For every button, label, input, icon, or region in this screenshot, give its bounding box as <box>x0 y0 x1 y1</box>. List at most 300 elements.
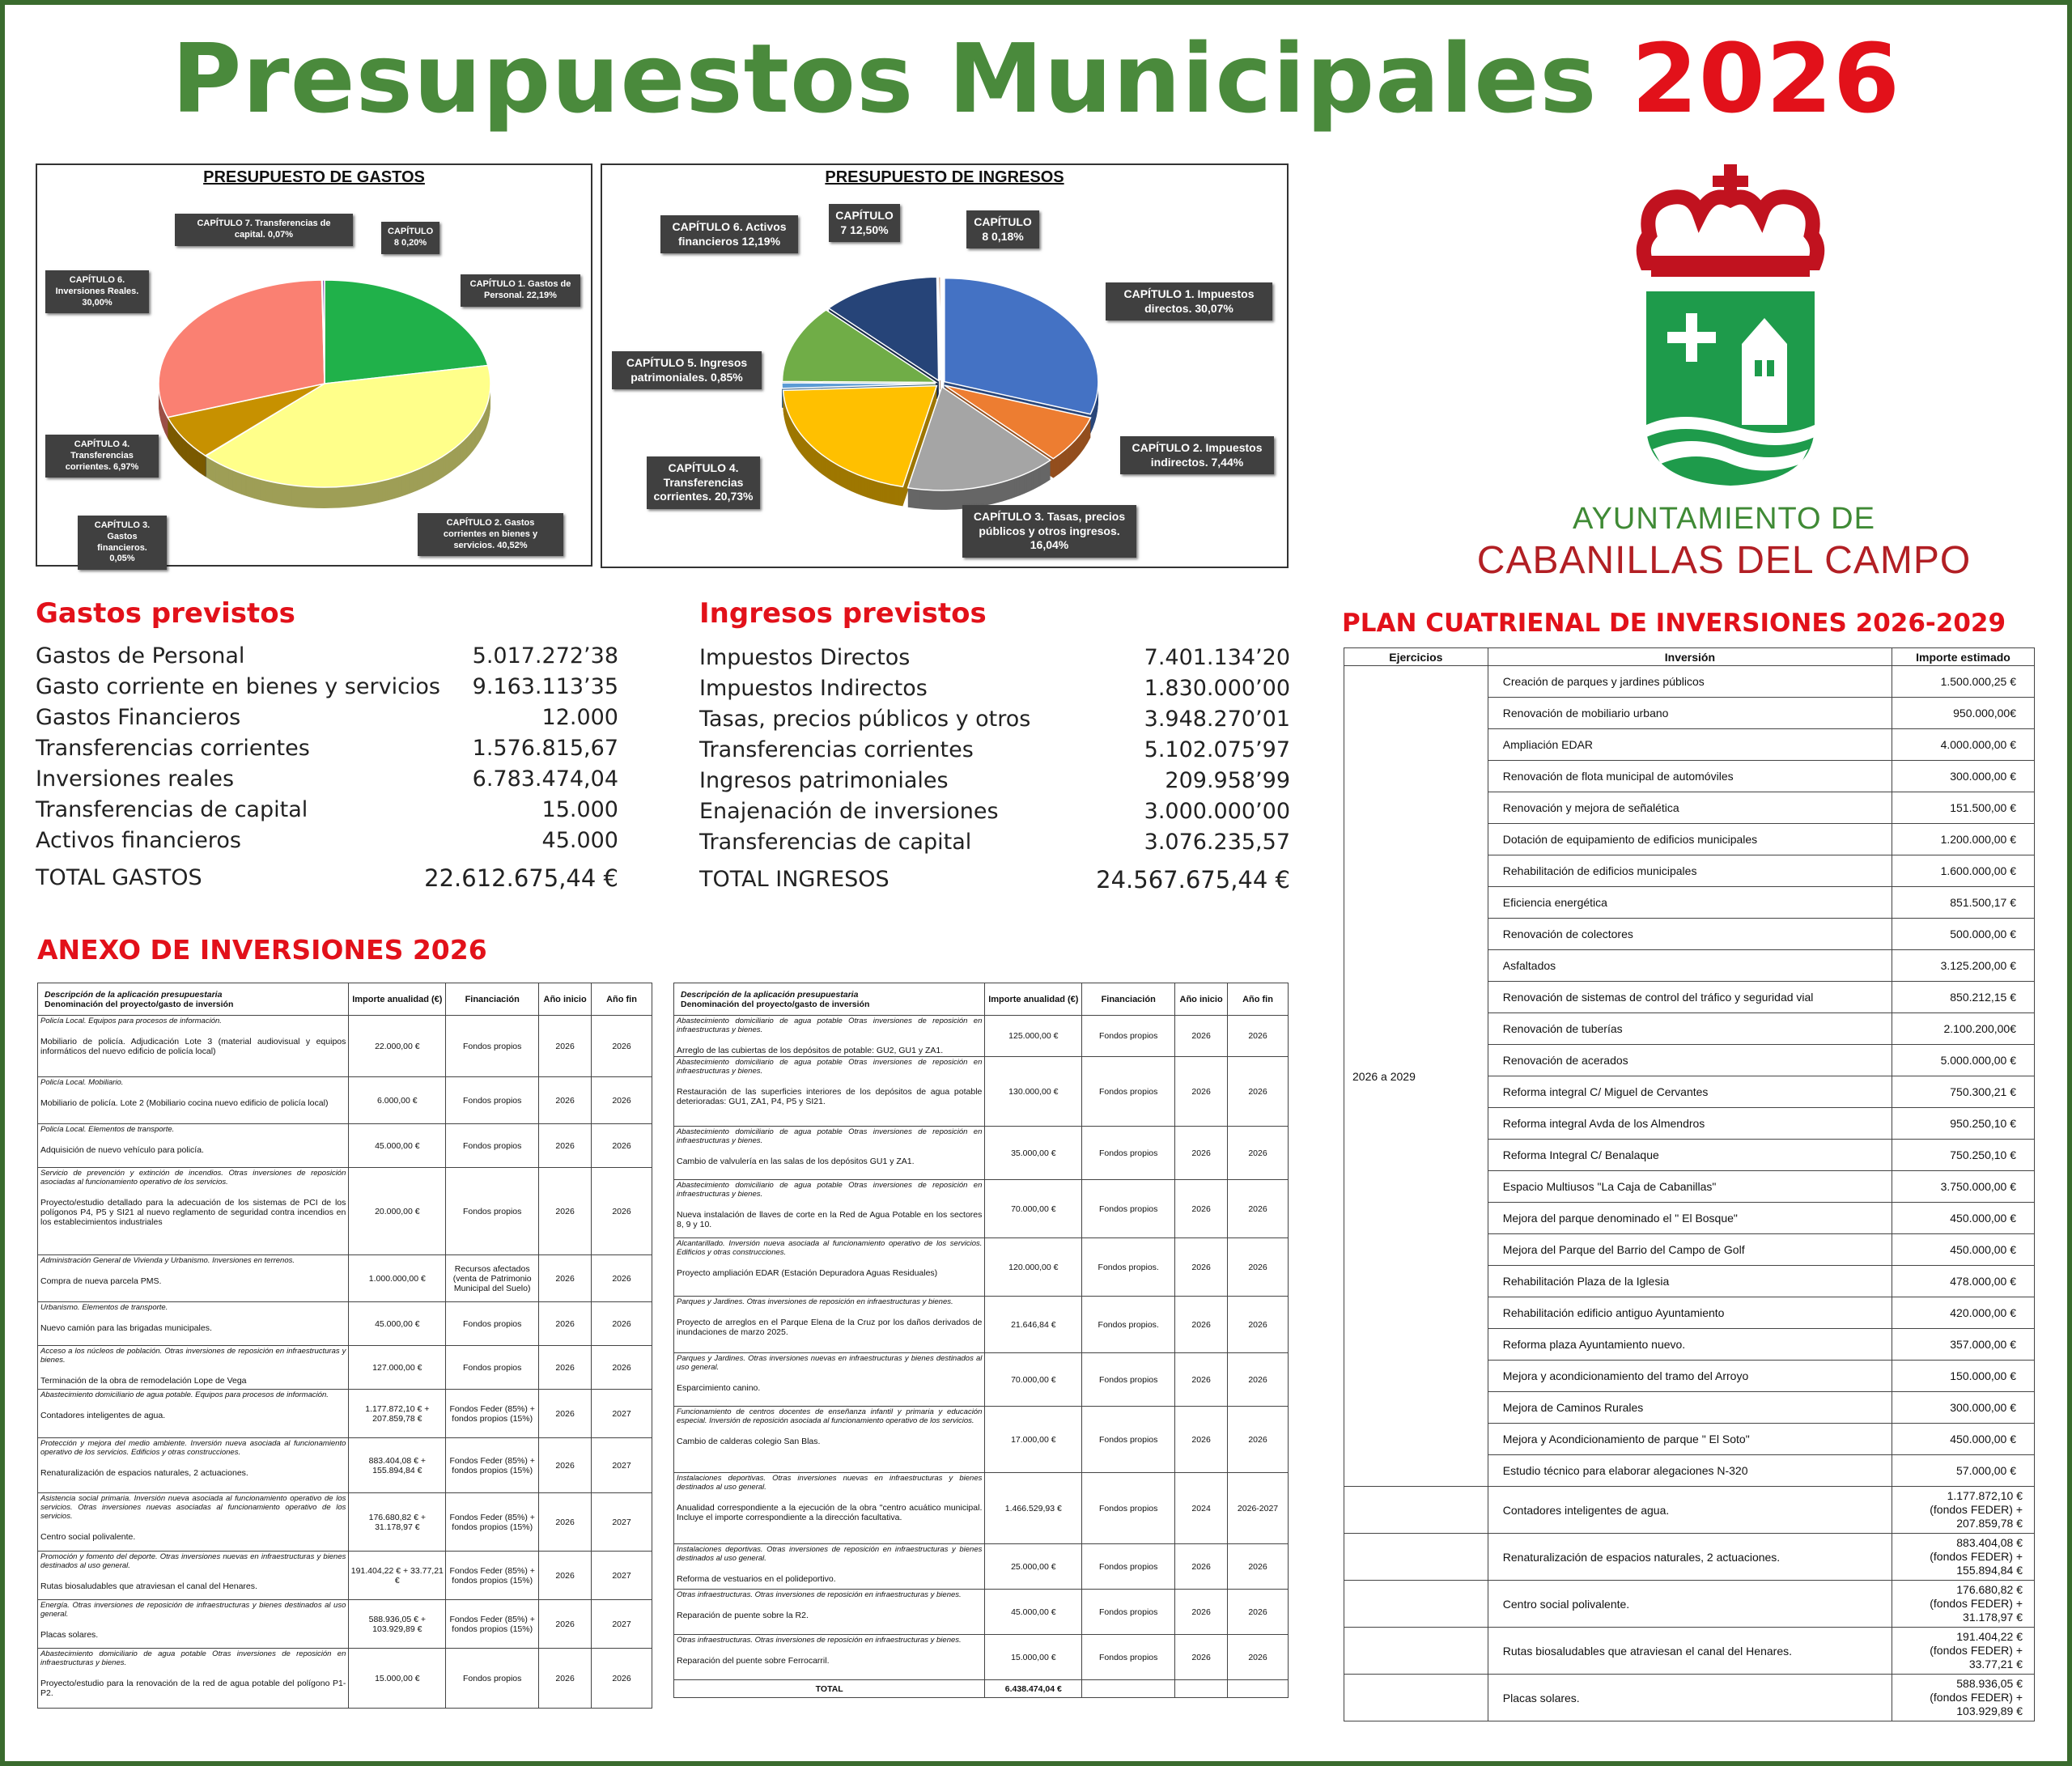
anexo-financiacion: Fondos propios <box>1082 1057 1175 1127</box>
anexo-financiacion: Fondos propios <box>446 1016 539 1077</box>
anexo-desc <box>38 1493 349 1552</box>
plan-investment: Ampliación EDAR <box>1488 729 1892 761</box>
anexo-inicio: 2026 <box>539 1600 592 1649</box>
ingresos-row <box>699 643 1290 673</box>
anexo-fin: 2026 <box>1228 1407 1289 1473</box>
ingresos-row-label: Impuestos Indirectos <box>699 676 928 701</box>
feder-amount: 588.936,05 € <box>1956 1677 2023 1690</box>
anexo-desc <box>38 1302 349 1346</box>
ingresos-label-cap6: CAPÍTULO 6. Activos financieros 12,19% <box>660 215 798 253</box>
plan-amount: 500.000,00 € <box>1892 919 2035 950</box>
anexo-project: Cambio de calderas colegio San Blas. <box>677 1437 821 1446</box>
plan-investment: Renovación de colectores <box>1488 919 1892 950</box>
plan-amount: 57.000,00 € <box>1892 1455 2035 1487</box>
ingresos-total-label: TOTAL INGRESOS <box>699 867 890 892</box>
anexo-desc <box>674 1473 985 1544</box>
anexo-financiacion: Fondos propios <box>1082 1544 1175 1590</box>
ingresos-row-label: Tasas, precios públicos y otros <box>699 707 1031 732</box>
anexo-inicio: 2026 <box>539 1390 592 1438</box>
ingresos-label-cap4: CAPÍTULO 4. Transferencias corrientes. 20,73% <box>647 456 760 509</box>
anexo-fin: 2026 <box>1228 1635 1289 1680</box>
gastos-row <box>36 826 618 856</box>
anexo-fin: 2027 <box>592 1438 652 1493</box>
plan-investment: Estudio técnico para elaborar alegaciones N-320 <box>1488 1455 1892 1487</box>
ingresos-row-label: Impuestos Directos <box>699 645 911 670</box>
feder-amount: 191.404,22 € <box>1956 1630 2023 1643</box>
anexo-inicio: 2026 <box>539 1016 592 1077</box>
plan-feder-row <box>1344 1534 2035 1581</box>
plan-amount: 151.500,00 € <box>1892 792 2035 824</box>
ingresos-row-value: 3.000.000’00 <box>1144 799 1290 824</box>
anexo-row <box>674 1635 1289 1680</box>
anexo-row <box>674 1016 1289 1057</box>
plan-investment: Dotación de equipamiento de edificios municipales <box>1488 824 1892 855</box>
ingresos-label-cap5: CAPÍTULO 5. Ingresos patrimoniales. 0,85% <box>612 351 762 389</box>
anexo-project: Mobiliario de policía. Lote 2 (Mobiliario cocina nuevo edificio de policía local) <box>40 1098 329 1108</box>
plan-feder-row <box>1344 1487 2035 1534</box>
plan-amount: 300.000,00 € <box>1892 1392 2035 1424</box>
plan-investment: Reforma integral Avda de los Almendros <box>1488 1108 1892 1140</box>
anexo-app: Promoción y fomento del deporte. Otras inversiones nuevas en infraestructuras y bienes destinados al uso general. <box>40 1552 346 1570</box>
anexo-fin: 2026 <box>1228 1238 1289 1297</box>
plan-investment: Renovación y mejora de señalética <box>1488 792 1892 824</box>
anexo-row <box>38 1302 652 1346</box>
plan-investment: Renovación de acerados <box>1488 1045 1892 1076</box>
pie-slice <box>939 277 940 380</box>
anexo-app: Funcionamiento de centros docentes de enseñanza infantil y primaria y educación especial. Inversión de reposición asociada al funcionamiento operativo de los servicios. <box>677 1407 983 1425</box>
anexo-financiacion: Fondos Feder (85%) + fondos propios (15%) <box>446 1552 539 1600</box>
anexo-inicio: 2026 <box>1175 1238 1228 1297</box>
anexo-header-financiacion: Financiación <box>446 983 539 1016</box>
gastos-row-value: 45.000 <box>541 828 618 853</box>
anexo-fin: 2026 <box>1228 1016 1289 1057</box>
anexo-table-left <box>37 983 652 1709</box>
gastos-row-label: Gastos de Personal <box>36 643 245 669</box>
anexo-project: Anualidad correspondiente a la ejecución de la obra "centro acuático municipal. Incluye el importe correspondiente a la dirección facultativa. <box>677 1503 983 1522</box>
gastos-row-label: Transferencias de capital <box>36 797 308 822</box>
anexo-desc <box>674 1016 985 1057</box>
anexo-row <box>38 1649 652 1709</box>
anexo-financiacion: Fondos propios <box>446 1077 539 1124</box>
anexo-app: Policía Local. Elementos de transporte. <box>40 1125 175 1134</box>
anexo-inicio: 2026 <box>539 1438 592 1493</box>
anexo-importe: 45.000,00 € <box>349 1302 446 1346</box>
feder-amount: 176.680,82 € <box>1956 1583 2023 1596</box>
anexo-empty-cell <box>1175 1680 1228 1698</box>
plan-amount: 750.300,21 € <box>1892 1076 2035 1108</box>
anexo-project: Arreglo de las cubiertas de los depósitos de potable: GU2, GU1 y ZA1. <box>677 1046 944 1055</box>
ingresos-total <box>699 864 1290 895</box>
anexo-row <box>674 1180 1289 1238</box>
ingresos-row-value: 209.958’99 <box>1165 768 1290 793</box>
anexo-financiacion: Fondos propios <box>1082 1180 1175 1238</box>
plan-investment: Rutas biosaludables que atraviesan el canal del Henares. <box>1488 1628 1892 1675</box>
anexo-row <box>38 1168 652 1255</box>
plan-amount <box>1892 1534 2035 1581</box>
anexo-fin: 2026 <box>1228 1127 1289 1180</box>
plan-investment: Contadores inteligentes de agua. <box>1488 1487 1892 1534</box>
anexo-inicio: 2026 <box>1175 1180 1228 1238</box>
plan-amount <box>1892 1675 2035 1721</box>
anexo-desc <box>674 1635 985 1680</box>
anexo-inicio: 2026 <box>539 1077 592 1124</box>
anexo-fin: 2026-2027 <box>1228 1473 1289 1544</box>
page-title <box>0 23 2072 134</box>
anexo-financiacion: Fondos propios <box>446 1124 539 1168</box>
feder-amount: 883.404,08 € <box>1956 1536 2023 1549</box>
plan-amount: 950.250,10 € <box>1892 1108 2035 1140</box>
gastos-row-label: Transferencias corrientes <box>36 736 310 761</box>
plan-row <box>1344 666 2035 698</box>
anexo-app: Abastecimiento domiciliario de agua potable Otras inversiones de reposición en infraestructuras y bienes. <box>677 1127 983 1145</box>
anexo-fin: 2026 <box>592 1255 652 1302</box>
anexo-importe: 120.000,00 € <box>985 1238 1082 1297</box>
gastos-row-label: Gasto corriente en bienes y servicios <box>36 674 441 699</box>
plan-amount: 450.000,00 € <box>1892 1234 2035 1266</box>
anexo-inicio: 2026 <box>1175 1635 1228 1680</box>
anexo-row <box>674 1238 1289 1297</box>
ingresos-row <box>699 704 1290 735</box>
anexo-inicio: 2026 <box>539 1124 592 1168</box>
anexo-financiacion: Fondos propios <box>446 1649 539 1709</box>
anexo-header-desc1: Descripción de la aplicación presupuestaria <box>45 989 223 1000</box>
anexo-inicio: 2026 <box>1175 1353 1228 1407</box>
anexo-app: Otras infraestructuras. Otras inversiones de reposición en infraestructuras y bienes. <box>677 1636 962 1645</box>
plan-investment: Rehabilitación de edificios municipales <box>1488 855 1892 887</box>
plan-amount: 450.000,00 € <box>1892 1203 2035 1234</box>
ingresos-row-value: 1.830.000’00 <box>1144 676 1290 701</box>
title-text: Presupuestos Municipales <box>171 23 1598 134</box>
gastos-row-value: 12.000 <box>541 705 618 730</box>
anexo-header-desc2: Denominación del proyecto/gasto de inversión <box>45 999 234 1009</box>
anexo-importe: 17.000,00 € <box>985 1407 1082 1473</box>
anexo-financiacion: Recursos afectados (venta de Patrimonio Municipal del Suelo) <box>446 1255 539 1302</box>
anexo-project: Proyecto/estudio detallado para la adecuación de los sistemas de PCI de los polígonos P4, P5 y SI21 al nuevo reglamento de seguridad contra incendios en los establecimientos industriales <box>40 1198 346 1227</box>
anexo-fin: 2026 <box>592 1124 652 1168</box>
anexo-header-fin: Año fin <box>1228 983 1289 1016</box>
anexo-inicio: 2026 <box>539 1255 592 1302</box>
anexo-fin: 2026 <box>1228 1353 1289 1407</box>
coat-of-arms-icon <box>1635 158 1829 490</box>
anexo-fin: 2026 <box>1228 1544 1289 1590</box>
anexo-importe: 125.000,00 € <box>985 1016 1082 1057</box>
anexo-desc <box>38 1168 349 1255</box>
anexo-project: Nueva instalación de llaves de corte en la Red de Agua Potable en los sectores 8, 9 y 10. <box>677 1210 983 1229</box>
anexo-fin: 2026 <box>592 1077 652 1124</box>
gastos-title: Gastos previstos <box>36 597 295 630</box>
gastos-label-cap3: CAPÍTULO 3. Gastos financieros. 0,05% <box>78 516 167 570</box>
anexo-project: Compra de nueva parcela PMS. <box>40 1276 162 1286</box>
anexo-desc <box>38 1552 349 1600</box>
anexo-importe: 15.000,00 € <box>985 1635 1082 1680</box>
anexo-header-inicio: Año inicio <box>539 983 592 1016</box>
anexo-inicio: 2026 <box>539 1649 592 1709</box>
anexo-project: Renaturalización de espacios naturales, 2 actuaciones. <box>40 1468 248 1478</box>
anexo-project: Reparación de puente sobre la R2. <box>677 1611 809 1620</box>
anexo-importe: 20.000,00 € <box>349 1168 446 1255</box>
anexo-importe: 22.000,00 € <box>349 1016 446 1077</box>
anexo-inicio: 2026 <box>539 1552 592 1600</box>
plan-header: Importe estimado <box>1892 648 2035 666</box>
ayuntamiento-line2: CABANILLAS DEL CAMPO <box>1476 539 1972 582</box>
plan-header: Inversión <box>1488 648 1892 666</box>
ingresos-row <box>699 735 1290 766</box>
plan-empty-cell <box>1344 1534 1488 1581</box>
plan-investment: Renovación de sistemas de control del tráfico y seguridad vial <box>1488 982 1892 1013</box>
anexo-fin: 2026 <box>1228 1057 1289 1127</box>
ingresos-row-label: Transferencias de capital <box>699 830 972 855</box>
plan-amount: 150.000,00 € <box>1892 1361 2035 1392</box>
anexo-project: Proyecto ampliación EDAR (Estación Depuradora Aguas Residuales) <box>677 1268 938 1278</box>
feder-note: (fondos FEDER) + <box>1930 1503 2023 1516</box>
plan-amount: 1.500.000,25 € <box>1892 666 2035 698</box>
ayuntamiento-line1: AYUNTAMIENTO DE <box>1573 502 1875 536</box>
plan-investment: Renovación de mobiliario urbano <box>1488 698 1892 729</box>
plan-investment: Renovación de flota municipal de automóviles <box>1488 761 1892 792</box>
anexo-project: Contadores inteligentes de agua. <box>40 1411 166 1420</box>
anexo-app: Abastecimiento domiciliario de agua potable Otras inversiones de reposición en infraestructuras y bienes. <box>40 1649 346 1667</box>
ingresos-total-value: 24.567.675,44 € <box>1096 866 1290 894</box>
anexo-desc <box>38 1390 349 1438</box>
plan-empty-cell <box>1344 1628 1488 1675</box>
anexo-financiacion: Fondos Feder (85%) + fondos propios (15%) <box>446 1493 539 1552</box>
anexo-fin: 2027 <box>592 1600 652 1649</box>
anexo-desc <box>674 1407 985 1473</box>
plan-amount: 750.250,10 € <box>1892 1140 2035 1171</box>
ingresos-row-label: Enajenación de inversiones <box>699 799 999 824</box>
plan-investment: Reforma plaza Ayuntamiento nuevo. <box>1488 1329 1892 1361</box>
ingresos-row <box>699 673 1290 704</box>
anexo-importe: 6.000,00 € <box>349 1077 446 1124</box>
anexo-app: Parques y Jardines. Otras inversiones nuevas en infraestructuras y bienes destinados al uso general. <box>677 1354 983 1372</box>
plan-investment: Creación de parques y jardines públicos <box>1488 666 1892 698</box>
anexo-financiacion: Fondos propios. <box>1082 1297 1175 1353</box>
anexo-desc <box>38 1255 349 1302</box>
ingresos-chart <box>601 163 1289 568</box>
ingresos-row-value: 7.401.134’20 <box>1144 645 1290 670</box>
anexo-desc <box>674 1544 985 1590</box>
anexo-row <box>38 1016 652 1077</box>
plan-empty-cell <box>1344 1487 1488 1534</box>
anexo-inicio: 2026 <box>539 1302 592 1346</box>
plan-investment: Centro social polivalente. <box>1488 1581 1892 1628</box>
plan-amount: 3.750.000,00 € <box>1892 1171 2035 1203</box>
anexo-row <box>38 1255 652 1302</box>
anexo-app: Protección y mejora del medio ambiente. Inversión nueva asociada al funcionamiento operativo de los servicios. Edificios y otras construcciones. <box>40 1439 346 1457</box>
gastos-row <box>36 672 618 703</box>
ingresos-list <box>699 643 1290 895</box>
ingresos-chart-title: PRESUPUESTO DE INGRESOS <box>825 168 1064 186</box>
anexo-row <box>38 1077 652 1124</box>
anexo-app: Asistencia social primaria. Inversión nueva asociada al funcionamiento operativo de los servicios. Otras inversiones nuevas asociadas al funcionamiento operativo de los servicios. <box>40 1494 346 1521</box>
anexo-app: Alcantarillado. Inversión nueva asociada al funcionamiento operativo de los servicios. Edificios y otras construcciones. <box>677 1239 983 1257</box>
plan-amount: 950.000,00€ <box>1892 698 2035 729</box>
anexo-importe: 191.404,22 € + 33.77,21 € <box>349 1552 446 1600</box>
anexo-importe: 127.000,00 € <box>349 1346 446 1390</box>
anexo-row <box>38 1600 652 1649</box>
anexo-fin: 2026 <box>1228 1297 1289 1353</box>
anexo-importe: 130.000,00 € <box>985 1057 1082 1127</box>
title-year: 2026 <box>1631 23 1901 134</box>
ingresos-row <box>699 766 1290 796</box>
anexo-project: Restauración de las superficies interiores de los depósitos de agua potable deterioradas: GU1, ZA1, P4, P5 y SI21. <box>677 1087 983 1106</box>
feder-note: (fondos FEDER) + <box>1930 1550 2023 1563</box>
anexo-desc <box>38 1346 349 1390</box>
anexo-app: Acceso a los núcleos de población. Otras inversiones de reposición en infraestructuras y bienes. <box>40 1347 346 1365</box>
gastos-row <box>36 764 618 795</box>
plan-investment: Mejora y acondicionamiento del tramo del Arroyo <box>1488 1361 1892 1392</box>
anexo-app: Administración General de Vivienda y Urbanismo. Inversiones en terrenos. <box>40 1256 295 1265</box>
anexo-inicio: 2026 <box>1175 1590 1228 1635</box>
anexo-financiacion: Fondos propios <box>1082 1407 1175 1473</box>
anexo-desc <box>38 1124 349 1168</box>
anexo-app: Policía Local. Mobiliario. <box>40 1078 124 1087</box>
anexo-app: Abastecimiento domiciliario de agua potable Otras inversiones de reposición en infraestructuras y bienes. <box>677 1017 983 1034</box>
anexo-row <box>674 1544 1289 1590</box>
plan-amount: 4.000.000,00 € <box>1892 729 2035 761</box>
anexo-financiacion: Fondos propios <box>1082 1635 1175 1680</box>
gastos-label-cap6: CAPÍTULO 6. Inversiones Reales. 30,00% <box>45 270 149 313</box>
anexo-importe: 588.936,05 € + 103.929,89 € <box>349 1600 446 1649</box>
plan-amount <box>1892 1628 2035 1675</box>
anexo-project: Reparación del puente sobre Ferrocarril. <box>677 1656 830 1666</box>
anexo-desc <box>38 1600 349 1649</box>
anexo-header-desc1: Descripción de la aplicación presupuestaria <box>681 989 859 1000</box>
gastos-row <box>36 703 618 733</box>
plan-investment: Mejora de Caminos Rurales <box>1488 1392 1892 1424</box>
anexo-total-value: 6.438.474,04 € <box>985 1680 1082 1698</box>
ingresos-row-value: 5.102.075’97 <box>1144 737 1290 762</box>
plan-investment: Mejora del Parque del Barrio del Campo de Golf <box>1488 1234 1892 1266</box>
ingresos-row-label: Transferencias corrientes <box>699 737 974 762</box>
anexo-desc <box>38 1016 349 1077</box>
ingresos-row-value: 3.948.270’01 <box>1144 707 1290 732</box>
anexo-row <box>674 1473 1289 1544</box>
anexo-fin: 2027 <box>592 1390 652 1438</box>
plan-amount: 850.212,15 € <box>1892 982 2035 1013</box>
gastos-row-value: 1.576.815,67 <box>472 736 618 761</box>
ingresos-label-cap2: CAPÍTULO 2. Impuestos indirectos. 7,44% <box>1120 436 1274 474</box>
plan-investment: Reforma integral C/ Miguel de Cervantes <box>1488 1076 1892 1108</box>
gastos-label-cap8: CAPÍTULO 8 0,20% <box>381 222 439 254</box>
anexo-inicio: 2026 <box>1175 1057 1228 1127</box>
anexo-row <box>674 1407 1289 1473</box>
anexo-financiacion: Fondos propios <box>1082 1590 1175 1635</box>
anexo-fin: 2027 <box>592 1552 652 1600</box>
anexo-row <box>38 1438 652 1493</box>
anexo-row <box>38 1493 652 1552</box>
anexo-importe: 21.646,84 € <box>985 1297 1082 1353</box>
anexo-fin: 2026 <box>1228 1590 1289 1635</box>
gastos-total-value: 22.612.675,44 € <box>424 864 618 892</box>
anexo-project: Placas solares. <box>40 1630 99 1640</box>
gastos-row-label: Activos financieros <box>36 828 241 853</box>
anexo-project: Terminación de la obra de remodelación Lope de Vega <box>40 1376 247 1386</box>
plan-amount: 1.600.000,00 € <box>1892 855 2035 887</box>
anexo-total-label: TOTAL <box>674 1680 985 1698</box>
anexo-row <box>38 1124 652 1168</box>
anexo-importe: 176.680,82 € + 31.178,97 € <box>349 1493 446 1552</box>
feder-amount-own: 33.77,21 € <box>1968 1658 2023 1670</box>
anexo-project: Nuevo camión para las brigadas municipales. <box>40 1323 212 1333</box>
plan-amount: 851.500,17 € <box>1892 887 2035 919</box>
gastos-row-value: 5.017.272’38 <box>472 643 618 669</box>
plan-investment: Asfaltados <box>1488 950 1892 982</box>
anexo-inicio: 2026 <box>539 1168 592 1255</box>
anexo-header-fin: Año fin <box>592 983 652 1016</box>
anexo-desc <box>38 1649 349 1709</box>
anexo-financiacion: Fondos Feder (85%) + fondos propios (15%) <box>446 1600 539 1649</box>
anexo-project: Mobiliario de policía. Adjudicación Lote 3 (material audiovisual y equipos informáticos del nuevo edificio de policía local) <box>40 1037 346 1056</box>
anexo-project: Rutas biosaludables que atraviesan el canal del Henares. <box>40 1581 257 1591</box>
plan-investment: Renovación de tuberías <box>1488 1013 1892 1045</box>
anexo-inicio: 2026 <box>539 1493 592 1552</box>
anexo-financiacion: Fondos propios <box>1082 1353 1175 1407</box>
anexo-financiacion: Fondos propios <box>1082 1127 1175 1180</box>
gastos-chart <box>36 163 592 567</box>
gastos-row-label: Gastos Financieros <box>36 705 241 730</box>
anexo-financiacion: Fondos propios <box>1082 1473 1175 1544</box>
anexo-project: Reforma de vestuarios en el polideportivo. <box>677 1574 836 1584</box>
ingresos-label-cap3: CAPÍTULO 3. Tasas, precios públicos y otros ingresos. 16,04% <box>962 505 1136 558</box>
anexo-header-financiacion: Financiación <box>1082 983 1175 1016</box>
anexo-financiacion: Fondos Feder (85%) + fondos propios (15%) <box>446 1390 539 1438</box>
plan-investment: Espacio Multiusos "La Caja de Cabanillas" <box>1488 1171 1892 1203</box>
anexo-app: Urbanismo. Elementos de transporte. <box>40 1303 168 1312</box>
plan-title: PLAN CUATRIENAL DE INVERSIONES 2026-2029 <box>1342 609 2006 638</box>
anexo-project: Proyecto de arreglos en el Parque Elena de la Cruz por los daños derivados de inundaciones de marzo 2025. <box>677 1318 983 1337</box>
anexo-importe: 45.000,00 € <box>349 1124 446 1168</box>
anexo-header-inicio: Año inicio <box>1175 983 1228 1016</box>
anexo-app: Abastecimiento domiciliario de agua potable. Equipos para procesos de información. <box>40 1390 329 1399</box>
anexo-importe: 25.000,00 € <box>985 1544 1082 1590</box>
anexo-app: Abastecimiento domiciliario de agua potable Otras inversiones de reposición en infraestructuras y bienes. <box>677 1181 983 1199</box>
ingresos-row <box>699 827 1290 858</box>
anexo-inicio: 2026 <box>539 1346 592 1390</box>
plan-investment: Mejora y Acondicionamiento de parque " El Soto" <box>1488 1424 1892 1455</box>
plan-period: 2026 a 2029 <box>1344 666 1488 1487</box>
anexo-inicio: 2026 <box>1175 1297 1228 1353</box>
ingresos-row-label: Ingresos patrimoniales <box>699 768 949 793</box>
ingresos-row <box>699 796 1290 827</box>
anexo-desc <box>674 1353 985 1407</box>
anexo-project: Cambio de valvulería en las salas de los depósitos GU1 y ZA1. <box>677 1157 915 1166</box>
anexo-row <box>674 1127 1289 1180</box>
ingresos-label-cap7: CAPÍTULO 7 12,50% <box>829 204 900 242</box>
anexo-fin: 2026 <box>592 1346 652 1390</box>
anexo-financiacion: Fondos propios <box>446 1346 539 1390</box>
plan-amount: 3.125.200,00 € <box>1892 950 2035 982</box>
anexo-row <box>674 1590 1289 1635</box>
anexo-importe: 1.000.000,00 € <box>349 1255 446 1302</box>
anexo-importe: 35.000,00 € <box>985 1127 1082 1180</box>
plan-investment: Eficiencia energética <box>1488 887 1892 919</box>
plan-amount: 1.200.000,00 € <box>1892 824 2035 855</box>
anexo-title: ANEXO DE INVERSIONES 2026 <box>37 934 487 966</box>
plan-amount: 5.000.000,00 € <box>1892 1045 2035 1076</box>
gastos-row-value: 6.783.474,04 <box>472 766 618 792</box>
anexo-row <box>674 1297 1289 1353</box>
anexo-financiacion: Fondos propios. <box>1082 1238 1175 1297</box>
anexo-app: Instalaciones deportivas. Otras inversiones nuevas en infraestructuras y bienes destinados al uso general. <box>677 1474 983 1492</box>
gastos-label-cap2: CAPÍTULO 2. Gastos corrientes en bienes y servicios. 40,52% <box>418 513 563 556</box>
plan-investment: Placas solares. <box>1488 1675 1892 1721</box>
anexo-desc <box>674 1180 985 1238</box>
anexo-importe: 70.000,00 € <box>985 1353 1082 1407</box>
plan-empty-cell <box>1344 1675 1488 1721</box>
anexo-empty-cell <box>1228 1680 1289 1698</box>
gastos-row-label: Inversiones reales <box>36 766 235 792</box>
